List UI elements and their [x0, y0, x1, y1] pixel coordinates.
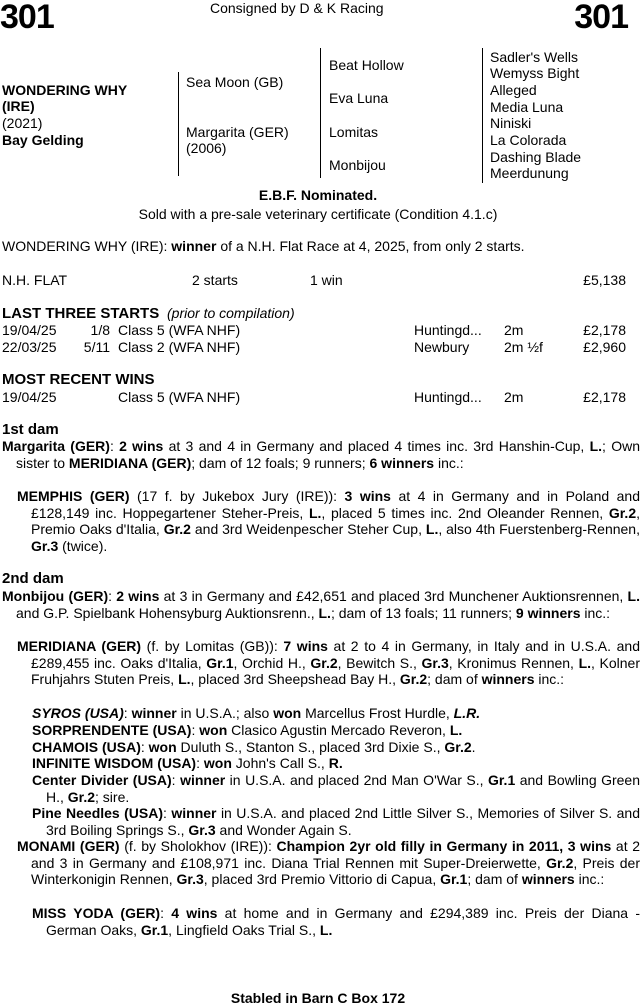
text: Clasico Agustin Mercado Reveron, — [227, 722, 450, 738]
text: inc.: — [580, 604, 611, 621]
grade: L. — [589, 438, 603, 454]
infinite-wisdom-paragraph — [32, 755, 640, 772]
summary-winner: winner — [171, 238, 217, 254]
grade: Gr.2 — [67, 788, 96, 805]
foal-name: MERIDIANA (GER) — [17, 638, 142, 654]
pedigree-gen2-2: Eva Luna — [329, 90, 389, 106]
text: inc.: — [434, 454, 464, 471]
row-course: Newbury — [414, 339, 470, 355]
lot-number-right: 301 — [574, 0, 628, 36]
wins: 3 wins — [344, 488, 391, 504]
text: in U.S.A. and placed 2nd Little Silver S., Memories of Silver S. and 3rd Boiling Springs S., — [46, 805, 640, 838]
winners: 6 winners — [369, 454, 435, 471]
wins: 2 wins — [119, 438, 164, 454]
row-date: 19/04/25 — [2, 322, 57, 338]
won: won — [199, 722, 228, 738]
summary-name: WONDERING WHY (IRE): — [2, 238, 168, 254]
horse-name: WONDERING WHY — [2, 82, 128, 98]
text: , Lingfield Oaks Trial S., — [168, 921, 320, 938]
grade: Gr.2 — [608, 504, 637, 521]
pedigree-gen3-2: Wemyss Bight — [490, 65, 580, 81]
row-dist: 2m — [504, 389, 524, 405]
text: in U.S.A. and placed 2nd Man O'War S., — [225, 772, 488, 788]
text: and 3rd Weidenpescher Steher Cup, — [190, 521, 426, 538]
text: and G.P. Spielbank Hohensyburg Auktionsrenn., — [16, 604, 319, 621]
summary-line — [2, 238, 525, 254]
grade: Gr.1 — [440, 871, 468, 888]
text: : — [123, 705, 132, 721]
text: : — [140, 739, 149, 755]
text: : — [163, 805, 172, 821]
row-prize: £2,178 — [583, 322, 626, 338]
foal-name: MEMPHIS (GER) — [17, 488, 130, 504]
last-three-heading — [2, 305, 295, 322]
miss-yoda-paragraph — [32, 905, 640, 938]
meridiana-paragraph — [17, 638, 640, 688]
monami-paragraph — [17, 838, 640, 888]
grade: L. — [578, 654, 592, 671]
row-prize: £2,960 — [583, 339, 626, 355]
text: and Wonder Again S. — [215, 821, 352, 838]
recent-wins-title: MOST RECENT WINS — [2, 371, 155, 388]
second-dam-title: 2nd dam — [2, 570, 64, 587]
row-date: 19/04/25 — [2, 389, 57, 405]
grade: L. — [319, 921, 333, 938]
foal-name: SYROS (USA) — [32, 705, 124, 721]
grade: Gr.3 — [31, 537, 59, 554]
text: . — [471, 739, 476, 755]
grade: Gr.3 — [188, 821, 216, 838]
text: at 2 and 3 in Germany and £108,971 inc. Diana Trial Rennen mit Super-Dreierwette, — [31, 838, 640, 871]
row-course: Huntingd... — [414, 322, 482, 338]
pedigree-line-2 — [320, 48, 321, 178]
pine-needles-paragraph — [32, 805, 640, 838]
foal-name: MONAMI (GER) — [17, 838, 120, 854]
pedigree-gen2-4: Monbijou — [329, 157, 386, 173]
text: , Premio Oaks d'Italia, — [31, 504, 640, 538]
text: , Bewitch S., — [337, 654, 422, 671]
pedigree-gen3-4: Media Luna — [490, 99, 564, 115]
won: won — [273, 705, 302, 721]
text: at 4 in Germany and in Poland and £128,149 inc. Hoppegartener Steher-Preis, — [31, 488, 640, 521]
record-type: N.H. FLAT — [2, 272, 68, 288]
row-dist: 2m — [504, 322, 524, 338]
text: : — [109, 438, 120, 454]
text: : — [191, 722, 200, 738]
grade: Gr.3 — [421, 654, 449, 671]
text: Duluth S., Stanton S., placed 3rd Dixie S., — [176, 739, 445, 755]
text: : — [108, 588, 117, 604]
wins: 4 wins — [171, 905, 218, 921]
grade: Gr.1 — [206, 654, 234, 671]
grade: Gr.2 — [546, 854, 574, 871]
pedigree-line-1 — [178, 72, 179, 176]
grade: L. — [627, 588, 640, 604]
row-pos: 5/11 — [83, 339, 110, 355]
pedigree-gen2-3: Lomitas — [329, 124, 379, 140]
pedigree-line-3 — [482, 48, 483, 183]
pedigree-gen3-1: Sadler's Wells — [490, 49, 578, 65]
text: (f. by Sholokhov (IRE)): — [119, 838, 277, 854]
grade: Gr.1 — [140, 921, 169, 938]
winner: winner — [180, 772, 226, 788]
foal-name: MISS YODA (GER) — [32, 905, 161, 921]
grade: Gr.2 — [444, 739, 472, 755]
grade: R. — [328, 755, 343, 771]
text: (twice). — [58, 537, 108, 554]
record-wins: 1 win — [310, 272, 343, 288]
text: , Preis der Winterkonigin Rennen, — [31, 854, 640, 888]
text: , Orchid H., — [233, 654, 311, 671]
text: in U.S.A.; also — [176, 705, 274, 721]
row-date: 22/03/25 — [2, 339, 57, 355]
text: : — [196, 755, 204, 771]
chamois-paragraph — [32, 739, 640, 756]
grade: L.R. — [453, 705, 481, 721]
wins: 2 wins — [116, 588, 160, 604]
text: John's Call S., — [231, 755, 329, 771]
pedigree-gen3-6: La Colorada — [490, 132, 567, 148]
text: , Kolner Fruhjahrs Stuten Preis, — [31, 654, 640, 688]
text: inc.: — [574, 871, 605, 888]
grade: Gr.1 — [487, 772, 516, 788]
wins: 7 wins — [283, 638, 328, 654]
text: (17 f. by Jukebox Jury (IRE)): — [129, 488, 345, 504]
row-class: Class 2 (WFA NHF) — [118, 339, 241, 355]
won: won — [148, 739, 177, 755]
winner: winner — [131, 705, 177, 721]
last-three-note: (prior to compilation) — [167, 305, 295, 321]
grade: Gr.2 — [310, 654, 338, 671]
pedigree-gen2-1: Beat Hollow — [329, 57, 404, 73]
sibling-name: MERIDIANA (GER) — [68, 454, 192, 471]
pedigree-gen3-3: Alleged — [490, 82, 537, 98]
consignor: Consigned by D & K Racing — [210, 0, 384, 16]
text: ; dam of — [427, 671, 482, 688]
row-pos: 1/8 — [90, 322, 110, 338]
text: ; dam of 12 foals; 9 runners; — [191, 454, 370, 471]
last-three-title: LAST THREE STARTS — [2, 305, 160, 322]
ebf-note: E.B.F. Nominated. — [258, 187, 378, 203]
text: ; Own sister to — [16, 438, 640, 471]
sorprendente-paragraph — [32, 722, 640, 739]
pedigree-gen3-7: Dashing Blade — [490, 149, 582, 165]
text: , placed 3rd Premio Vittorio di Capua, — [203, 871, 441, 888]
first-dam-title: 1st dam — [2, 421, 59, 438]
vet-note: Sold with a pre-sale veterinary certificate (Condition 4.1.c) — [138, 206, 498, 222]
syros-paragraph — [32, 705, 640, 722]
pedigree-gen3-8: Meerdunung — [490, 165, 569, 181]
winners: winners — [521, 871, 575, 888]
row-class: Class 5 (WFA NHF) — [118, 389, 241, 405]
grade: Gr.2 — [163, 521, 191, 538]
text: ; dam of — [467, 871, 522, 888]
first-dam-paragraph — [2, 438, 640, 471]
grade: L. — [178, 671, 191, 688]
text: , placed 3rd Sheepshead Bay H., — [190, 671, 400, 688]
horse-suffix: (IRE) — [2, 98, 35, 114]
grade: Gr.3 — [176, 871, 204, 888]
second-dam-paragraph — [2, 588, 640, 621]
champion: Champion 2yr old filly in Germany in 2011, 3 wins — [276, 838, 612, 854]
grade: L. — [308, 504, 322, 521]
row-dist: 2m ½f — [504, 339, 543, 355]
pedigree-gen3-5: Niniski — [490, 115, 532, 131]
record-starts: 2 starts — [192, 272, 238, 288]
text: : — [160, 905, 172, 921]
foal-name: Pine Needles (USA) — [32, 805, 164, 821]
winner: winner — [171, 805, 217, 821]
text: Marcellus Frost Hurdle, — [301, 705, 454, 721]
text: , also 4th Fuerstenberg-Rennen, — [438, 521, 640, 538]
text: at home and in Germany and £294,389 inc. Preis der Diana - German Oaks, — [46, 905, 640, 938]
foal-name: INFINITE WISDOM (USA) — [32, 755, 197, 771]
row-course: Huntingd... — [414, 389, 482, 405]
row-prize: £2,178 — [583, 389, 626, 405]
text: at 3 in Germany and £42,651 and placed 3rd Munchener Auktionsrennen, — [159, 588, 628, 604]
text: ; dam of 13 foals; 11 runners; — [330, 604, 516, 621]
dam-name: Margarita (GER) — [2, 438, 110, 454]
text: at 3 and 4 in Germany and placed 4 times inc. 3rd Hanshin-Cup, — [163, 438, 590, 454]
grade: Gr.2 — [399, 671, 428, 688]
text: ; sire. — [95, 788, 130, 805]
foal-name: Center Divider (USA) — [32, 772, 172, 788]
text: and Bowling Green H., — [46, 772, 640, 805]
won: won — [203, 755, 232, 771]
text: at 2 to 4 in Germany, in Italy and in U.S.A. and £289,455 inc. Oaks d'Italia, — [31, 638, 640, 671]
pedigree-sire: Sea Moon (GB) — [186, 74, 284, 90]
grade: L. — [318, 604, 331, 621]
lot-number-left: 301 — [0, 0, 54, 36]
text: , Kronimus Rennen, — [448, 654, 579, 671]
summary-rest: of a N.H. Flat Race at 4, 2025, from only 2 starts. — [220, 238, 525, 254]
horse-year: (2021) — [2, 115, 43, 131]
foal-name: SORPRENDENTE (USA) — [32, 722, 192, 738]
pedigree-dam-year: (2006) — [186, 140, 227, 156]
stabling-footer: Stabled in Barn C Box 172 — [230, 990, 406, 1006]
text: (f. by Lomitas (GB)): — [141, 638, 284, 654]
foal-name: CHAMOIS (USA) — [32, 739, 141, 755]
center-divider-paragraph — [32, 772, 640, 805]
pedigree-dam: Margarita (GER) — [186, 124, 289, 140]
row-class: Class 5 (WFA NHF) — [118, 322, 241, 338]
text: , placed 5 times inc. 2nd Oleander Rennen, — [321, 504, 609, 521]
text: inc.: — [534, 671, 565, 688]
text: : — [171, 772, 181, 788]
grade: L. — [449, 722, 463, 738]
horse-description: Bay Gelding — [2, 132, 84, 148]
record-prize: £5,138 — [583, 272, 626, 288]
dam-name: Monbijou (GER) — [2, 588, 109, 604]
winners: 9 winners — [515, 604, 581, 621]
memphis-paragraph — [17, 488, 640, 554]
winners: winners — [481, 671, 535, 688]
grade: L. — [425, 521, 439, 538]
